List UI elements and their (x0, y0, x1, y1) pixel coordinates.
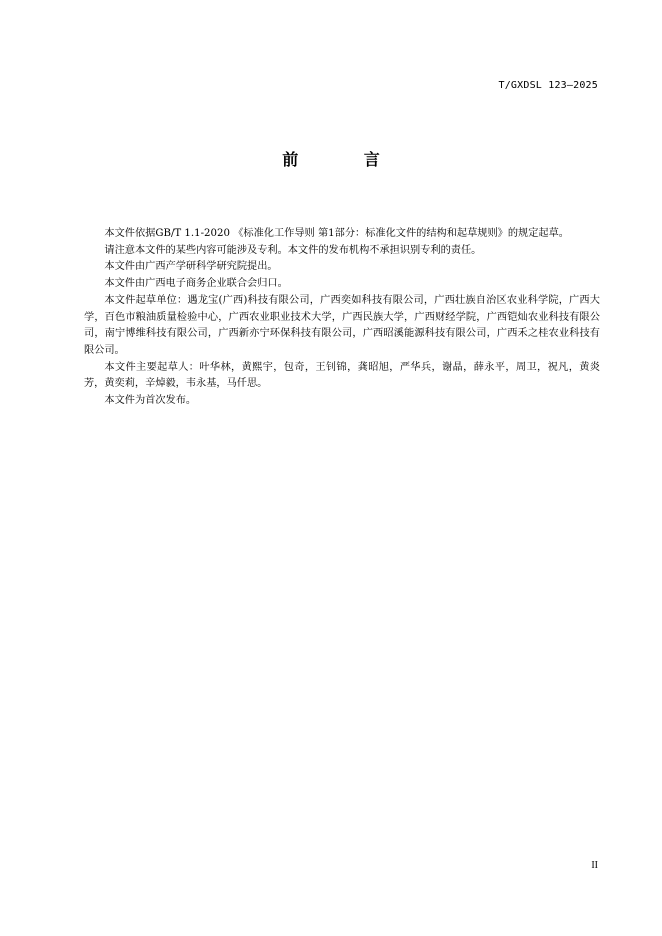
document-code: T/GXDSL 123—2025 (498, 80, 598, 91)
paragraph-drafting-units: 本文件起草单位：遇龙宝(广西)科技有限公司，广西奕如科技有限公司，广西壮族自治区农业科学院，广西大学，百色市粮油质量检验中心，广西农业职业技术大学，广西民族大学，广西财经学院，广西铠灿农业科技有限公司，南宁博维科技有限公司，广西新亦宁环保科技有限公司，广西昭溪能源科技有限公司，广西禾之桂农业科技有限公司。 (84, 294, 600, 356)
page-title: 前 言 (282, 150, 410, 169)
page-number: II (591, 860, 598, 871)
paragraph-basis: 本文件依据GB/T 1.1-2020 《标准化工作导则 第1部分：标准化文件的结构和起草规则》的规定起草。 (104, 228, 569, 239)
paragraph-centralized-unit: 本文件由广西电子商务企业联合会归口。 (104, 278, 288, 290)
paragraph-patent-notice: 请注意本文件的某些内容可能涉及专利。本文件的发布机构不承担识别专利的责任。 (104, 244, 482, 256)
paragraph-proposer: 本文件由广西产学研科学研究院提出。 (104, 261, 278, 273)
foreword-body (84, 226, 600, 410)
paragraph-first-release: 本文件为首次发布。 (104, 395, 197, 407)
paragraph-drafters: 本文件主要起草人：叶华林，黄熙宇，包奇，王钊锦，龚昭旭，严华兵，谢晶，薛永平，周卫，祝凡，黄炎芳，黄奕莉，辛焯毅，韦永基，马仟思。 (84, 361, 600, 390)
